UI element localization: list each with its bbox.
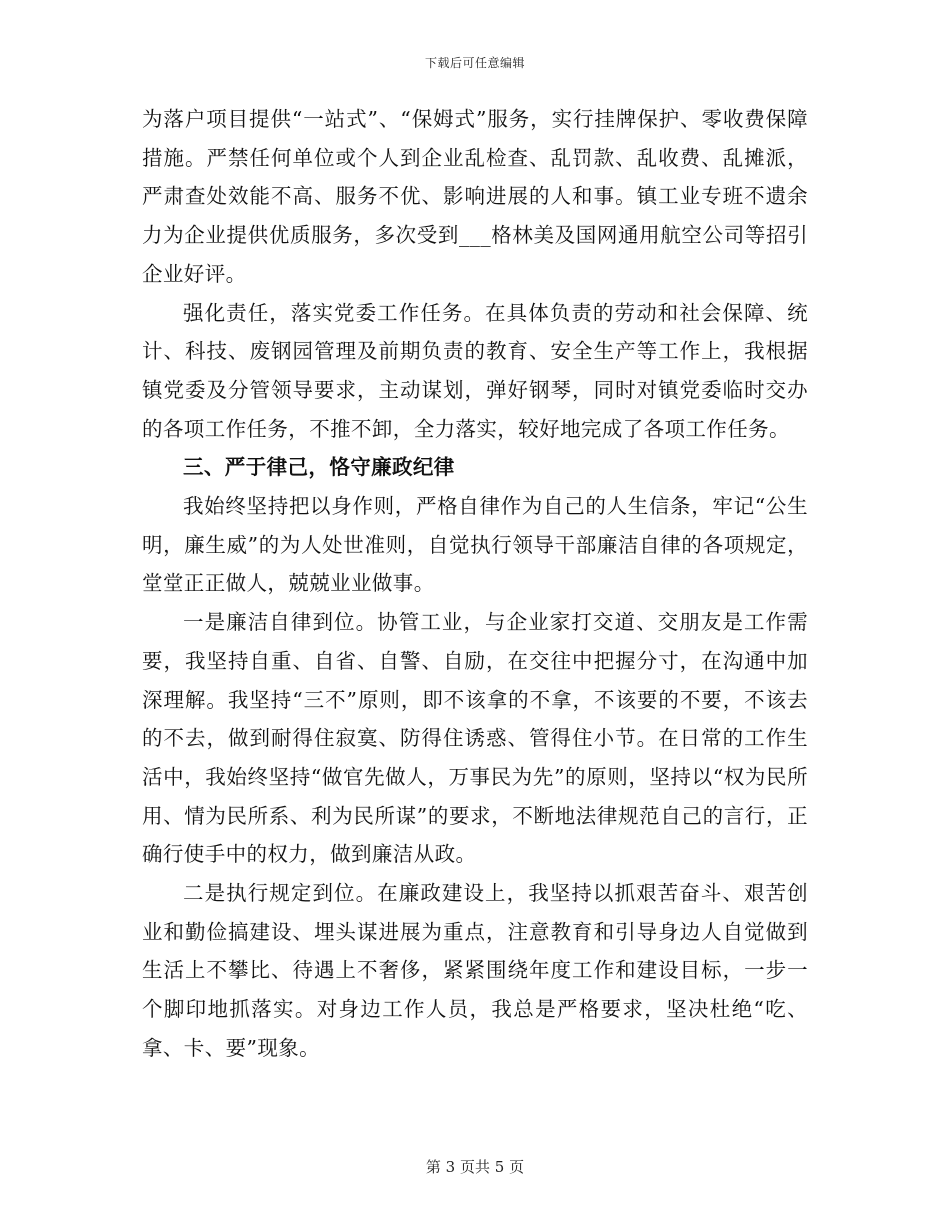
paragraph-3: 我始终坚持把以身作则，严格自律作为自己的人生信条，牢记“公生明，廉生威”的为人处世准则，自觉执行领导干部廉洁自律的各项规定，堂堂正正做人，兢兢业业做事。: [142, 494, 808, 596]
document-body: [142, 100, 808, 1068]
section-heading-3: 三、严于律己，恪守廉政纪律: [183, 455, 455, 480]
page-footer: 第 3 页共 5 页: [425, 1158, 525, 1176]
paragraph-1: 为落户项目提供“一站式”、“保姆式”服务，实行挂牌保护、零收费保障措施。严禁任何单位或个人到企业乱检查、乱罚款、乱收费、乱摊派，严肃查处效能不高、服务不优、影响进展的人和事。镇工业专班不遗余力为企业提供优质服务，多次受到___格林美及国网通用航空公司等招引企业好评。: [142, 107, 808, 286]
paragraph-5: 二是执行规定到位。在廉政建设上，我坚持以抓艰苦奋斗、艰苦创业和勤俭搞建设、埋头谋进展为重点，注意教育和引导身边人自觉做到生活上不攀比、待遇上不奢侈，紧紧围绕年度工作和建设目标，一步一个脚印地抓落实。对身边工作人员，我总是严格要求，坚决杜绝“吃、拿、卡、要”现象。: [142, 881, 808, 1060]
paragraph-4: 一是廉洁自律到位。协管工业，与企业家打交道、交朋友是工作需要，我坚持自重、自省、自警、自励，在交往中把握分寸，在沟通中加深理解。我坚持“三不”原则，即不该拿的不拿，不该要的不要，不该去的不去，做到耐得住寂寞、防得住诱惑、管得住小节。在日常的工作生活中，我始终坚持“做官先做人，万事民为先”的原则，坚持以“权为民所用、情为民所系、利为民所谋”的要求，不断地法律规范自己的言行，正确行使手中的权力，做到廉洁从政。: [142, 610, 808, 867]
paragraph-2: 强化责任，落实党委工作任务。在具体负责的劳动和社会保障、统计、科技、废钢园管理及前期负责的教育、安全生产等工作上，我根据镇党委及分管领导要求，主动谋划，弹好钢琴，同时对镇党委临时交办的各项工作任务，不推不卸，全力落实，较好地完成了各项工作任务。: [142, 300, 808, 441]
page-header: 下载后可任意编辑: [424, 56, 525, 70]
